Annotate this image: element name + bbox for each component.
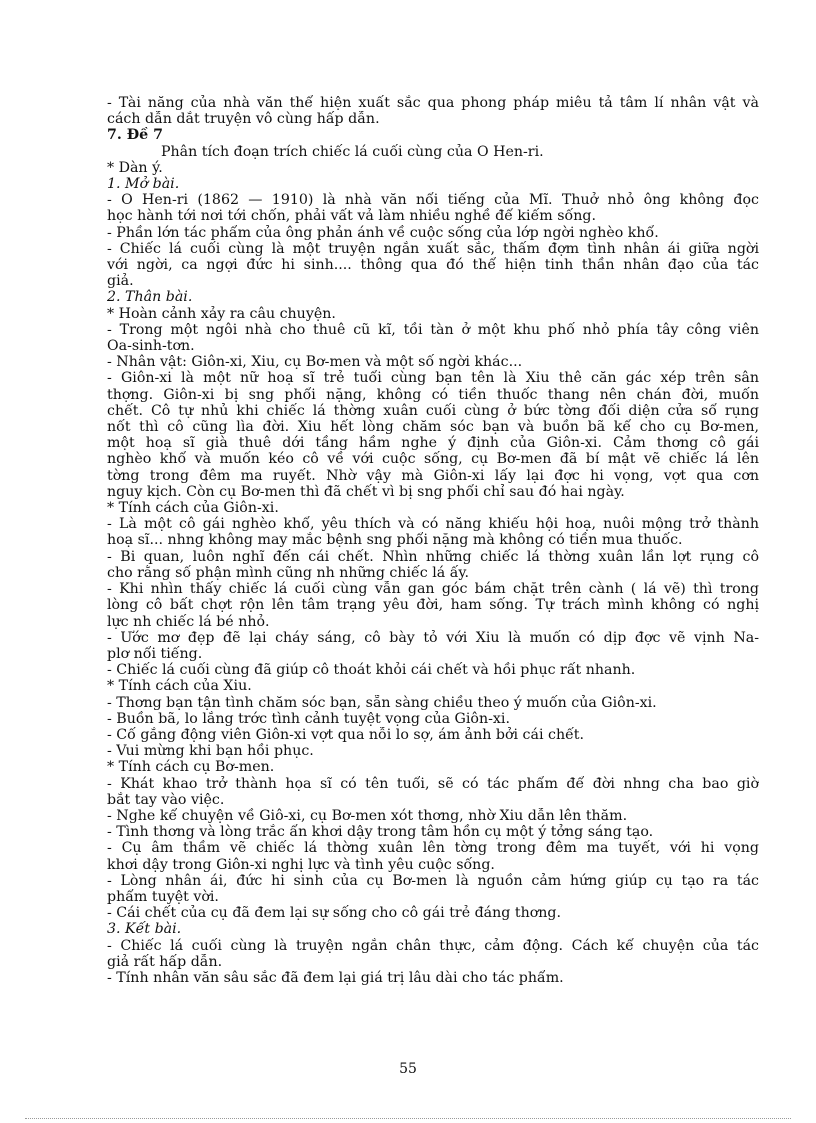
- text-line: một hoạ sĩ già thuê dới tầng hầm nghe ý định của Giôn-xi. Cảm thơng cô gái: [107, 435, 759, 452]
- page-number: 55: [399, 1061, 417, 1077]
- text-line: plơ nổi tiếng.: [107, 645, 203, 662]
- text-line: - Giôn-xi là một nữ hoạ sĩ trẻ tuổi cùng bạn tên là Xiu thê căn gác xép trên sân: [107, 370, 759, 387]
- subsection-heading: 1. Mở bài.: [107, 176, 180, 193]
- text-line: - Chiếc lá cuối cùng đã giúp cô thoát khỏi cái chết và hồi phục rất nhanh.: [107, 662, 636, 679]
- text-line: * Tính cách của Giôn-xi.: [107, 500, 279, 517]
- text-line: - O Hen-ri (1862 — 1910) là nhà văn nổi tiếng của Mĩ. Thuở nhỏ ông không đọc: [107, 192, 759, 209]
- exercise-prompt: Phân tích đoạn trích chiếc lá cuối cùng của O Hen-ri.: [161, 143, 544, 160]
- page-border-line: [25, 1118, 791, 1119]
- text-line: bắt tay vào việc.: [107, 791, 225, 808]
- text-line: hoạ sĩ... nhng không may mắc bệnh sng phổi nặng mà không có tiền mua thuốc.: [107, 532, 683, 549]
- text-line: nguy kịch. Còn cụ Bơ-men thì đã chết vì bị sng phổi chỉ sau đó hai ngày.: [107, 483, 625, 500]
- text-line: lực nh chiếc lá bé nhỏ.: [107, 613, 270, 630]
- text-line: học hành tới nơi tới chốn, phải vất vả làm nhiều nghề để kiếm sống.: [107, 208, 596, 225]
- text-line: với ngời, ca ngợi đức hi sinh.... thông qua đó thể hiện tinh thần nhân đạo của tác: [107, 257, 759, 274]
- text-line: tờng trong đêm ma ruyết. Nhờ vậy mà Giôn-xi lấy lại đợc hi vọng, vợt qua cơn: [107, 467, 759, 484]
- text-line: * Dàn ý.: [107, 159, 163, 176]
- subsection-heading: 3. Kết bài.: [107, 921, 182, 938]
- section-heading: 7. Đề 7: [107, 127, 163, 144]
- text-line: - Chiếc lá cuối cùng là truyện ngắn chân thực, cảm động. Cách kể chuyện của tác: [107, 937, 759, 954]
- text-line: * Tính cách của Xiu.: [107, 678, 252, 695]
- text-line: - Cụ âm thầm vẽ chiếc lá thờng xuân lên tờng trong đêm ma tuyết, với hi vọng: [107, 840, 759, 857]
- text-line: chết. Cô tự nhủ khi chiếc lá thờng xuân cuối cùng ở bức tờng đối diện cửa sổ rụng: [107, 402, 759, 419]
- text-line: giả rất hấp dẫn.: [107, 953, 223, 970]
- text-line: thợng. Giôn-xi bị sng phổi nặng, không có tiền thuốc thang nên chán đời, muốn: [107, 386, 759, 403]
- text-line: giả.: [107, 273, 134, 290]
- text-line: - Thơng bạn tận tình chăm sóc bạn, sẵn sàng chiều theo ý muốn của Giôn-xi.: [107, 694, 657, 711]
- text-line: - Lòng nhân ái, đức hi sinh của cụ Bơ-men là nguồn cảm hứng giúp cụ tạo ra tác: [107, 872, 759, 889]
- text-line: nốt thì cô cũng lìa đời. Xiu hết lòng chăm sóc bạn và buồn bã kể cho cụ Bơ-men,: [107, 419, 759, 436]
- text-line: - Tình thơng và lòng trắc ẩn khơi dậy trong tâm hồn cụ một ý tởng sáng tạo.: [107, 824, 654, 841]
- text-line: cách dẫn dắt truyện vô cùng hấp dẫn.: [107, 111, 380, 128]
- text-line: lòng cô bất chợt rộn lên tâm trạng yêu đời, ham sống. Tự trách mình không có nghị: [107, 597, 759, 614]
- text-line: - Trong một ngôi nhà cho thuê cũ kĩ, tồi tàn ở một khu phố nhỏ phía tây công viên: [107, 321, 759, 338]
- text-line: * Hoàn cảnh xảy ra câu chuyện.: [107, 305, 336, 322]
- text-line: - Khi nhìn thấy chiếc lá cuối cùng vẫn gan góc bám chặt trên cành ( lá vẽ) thì trong: [107, 581, 759, 598]
- text-line: - Nghe kể chuyện về Giô-xi, cụ Bơ-men xót thơng, nhờ Xiu dẫn lên thăm.: [107, 807, 628, 824]
- document-body: [107, 95, 759, 986]
- text-line: - Phần lớn tác phẩm của ông phản ánh về cuộc sống của lớp ngời nghèo khổ.: [107, 224, 659, 241]
- text-line: - Tính nhân văn sâu sắc đã đem lại giá trị lâu dài cho tác phẩm.: [107, 969, 564, 986]
- text-line: - Cố gắng động viên Giôn-xi vợt qua nỗi lo sợ, ám ảnh bởi cái chết.: [107, 726, 585, 743]
- text-line: phẩm tuyệt vời.: [107, 888, 219, 905]
- text-line: - Bi quan, luôn nghĩ đến cái chết. Nhìn những chiếc lá thờng xuân lần lợt rụng cô: [107, 548, 759, 565]
- text-line: cho rằng số phận mình cũng nh những chiếc lá ấy.: [107, 564, 470, 581]
- text-line: - Vui mừng khi bạn hồi phục.: [107, 743, 314, 760]
- text-line: - Ước mơ đẹp đẽ lại cháy sáng, cô bày tỏ với Xiu là muốn có dịp đợc vẽ vịnh Na-: [107, 629, 759, 646]
- text-line: - Là một cô gái nghèo khổ, yêu thích và có năng khiếu hội hoạ, nuôi mộng trở thành: [107, 516, 759, 533]
- text-line: Oa-sinh-tơn.: [107, 338, 195, 355]
- text-line: * Tính cách cụ Bơ-men.: [107, 759, 275, 776]
- text-line: - Buồn bã, lo lắng trớc tình cảnh tuyệt vọng của Giôn-xi.: [107, 710, 510, 727]
- text-line: nghèo khổ và muốn kéo cô về với cuộc sống, cụ Bơ-men đã bí mật vẽ chiếc lá lên: [107, 451, 759, 468]
- subsection-heading: 2. Thân bài.: [107, 289, 193, 306]
- text-line: - Chiếc lá cuối cùng là một truyện ngắn xuất sắc, thấm đợm tình nhân ái giữa ngời: [107, 240, 759, 257]
- text-line: khơi dậy trong Giôn-xi nghị lực và tình yêu cuộc sống.: [107, 856, 495, 873]
- text-line: - Nhân vật: Giôn-xi, Xiu, cụ Bơ-men và một số ngời khác...: [107, 354, 523, 371]
- text-line: - Cái chết của cụ đã đem lại sự sống cho cô gái trẻ đáng thơng.: [107, 905, 561, 922]
- text-line: - Khát khao trở thành họa sĩ có tên tuổi, sẽ có tác phẩm để đời nhng cha bao giờ: [107, 775, 759, 792]
- text-line: - Tài năng của nhà văn thể hiện xuất sắc qua phong pháp miêu tả tâm lí nhân vật và: [107, 95, 759, 111]
